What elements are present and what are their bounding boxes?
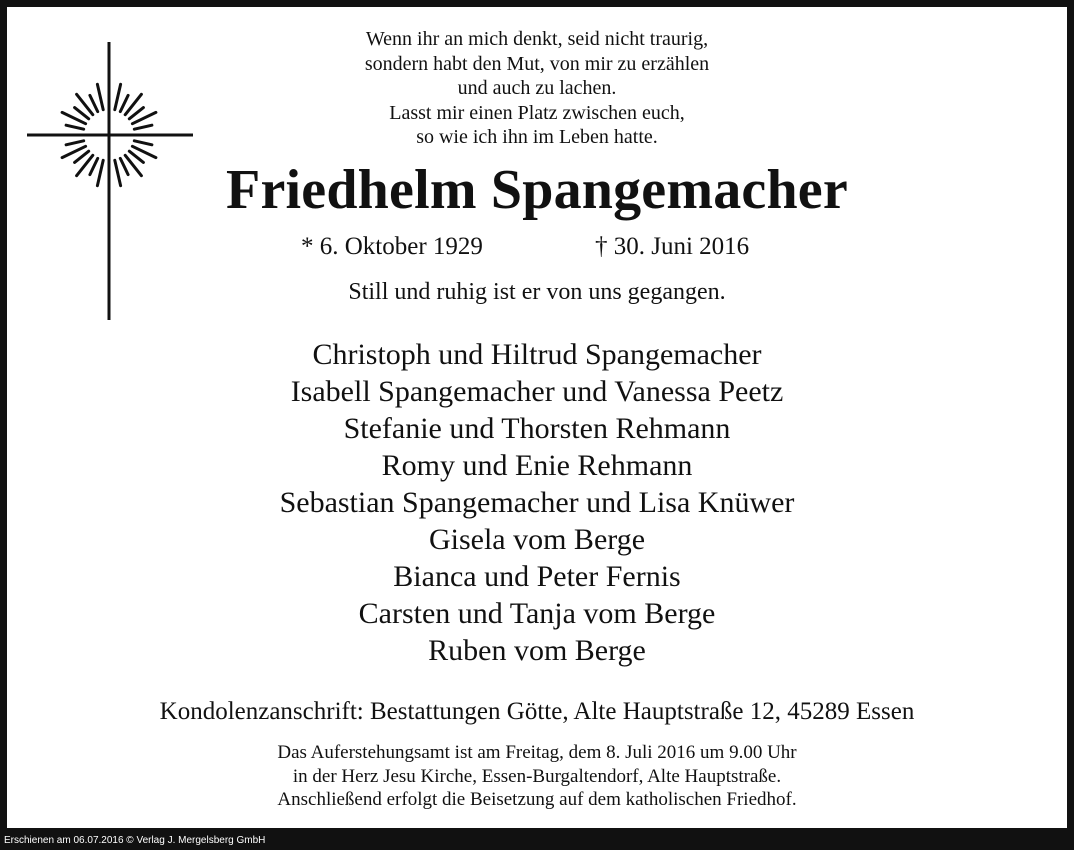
mourner-entry: Sebastian Spangemacher und Lisa Knüwer: [279, 486, 795, 519]
mourner-entry: Stefanie und Thorsten Rehmann: [343, 412, 731, 445]
poem-line: Wenn ihr an mich denkt, seid nicht traurig,: [365, 28, 709, 50]
publication-footer: Erschienen am 06.07.2016 © Verlag J. Mergelsberg GmbH: [4, 835, 266, 846]
mourners-list: [7, 336, 1067, 669]
condolence-address: Kondolenzanschrift: Bestattungen Götte, Alte Hauptstraße 12, 45289 Essen: [159, 698, 915, 725]
birth-date: * 6. Oktober 1929: [301, 233, 483, 260]
poem-line: sondern habt den Mut, von mir zu erzählen: [364, 52, 710, 75]
poem-line: Lasst mir einen Platz zwischen euch,: [389, 101, 685, 124]
service-line: in der Herz Jesu Kirche, Essen-Burgaltendorf, Alte Hauptstraße.: [292, 765, 782, 787]
mourner-entry: Ruben vom Berge: [428, 634, 646, 667]
poem-line: und auch zu lachen.: [457, 77, 617, 99]
death-date: † 30. Juni 2016: [595, 233, 750, 260]
service-line: Anschließend erfolgt die Beisetzung auf dem katholischen Friedhof.: [277, 789, 797, 810]
mourner-entry: Christoph und Hiltrud Spangemacher: [312, 338, 762, 371]
memorial-quote: Still und ruhig ist er von uns gegangen.: [348, 279, 726, 305]
mourner-entry: Gisela vom Berge: [428, 523, 646, 556]
service-info: [7, 741, 1067, 812]
service-line: Das Auferstehungsamt ist am Freitag, dem 8. Juli 2016 um 9.00 Uhr: [277, 742, 797, 763]
poem-line: so wie ich ihn im Leben hatte.: [416, 126, 658, 148]
mourner-entry: Isabell Spangemacher und Vanessa Peetz: [290, 375, 784, 408]
life-dates: [7, 233, 1067, 263]
mourner-entry: Carsten und Tanja vom Berge: [358, 597, 716, 630]
poem: [7, 27, 1067, 150]
mourner-entry: Romy und Enie Rehmann: [381, 449, 693, 482]
deceased-name: Friedhelm Spangemacher: [226, 159, 848, 221]
mourner-entry: Bianca und Peter Fernis: [393, 560, 681, 593]
obituary-notice: [7, 7, 1067, 828]
